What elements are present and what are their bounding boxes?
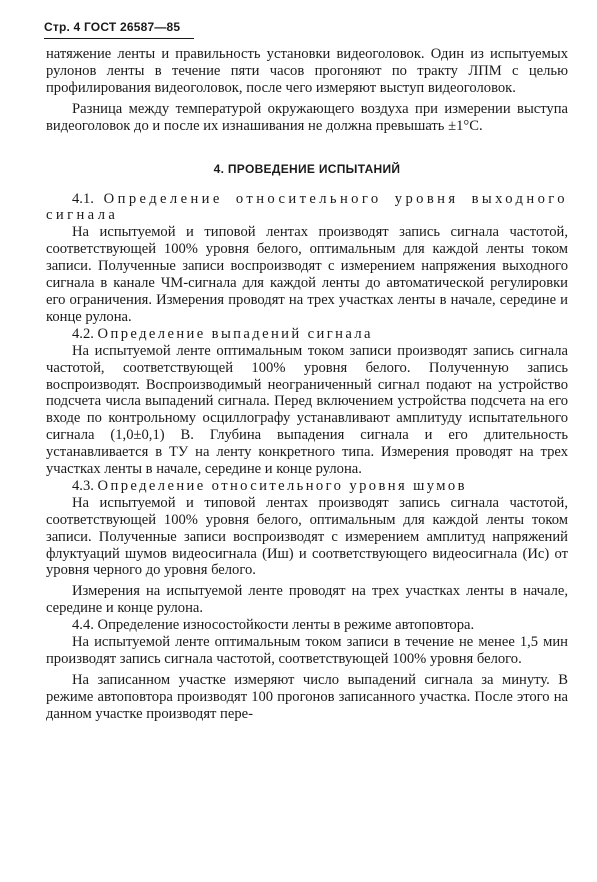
subsection-4-2-number: 4.2. [72,325,94,342]
document-body [46,46,568,723]
subsection-4-1-text: На испытуемой и типовой лентах производят запись сигнала частотой, соответствующей 100% уровня белого, оптимальным для каждой ленты током записи. Полученные записи воспроизводят с измерением напряжения выходного сигнала в канале ЧМ-сигнала для каждой ленты до автоматической регулировки его ограничения. Измерения проводят на трех участках ленты в начале, середине и конце рулона. [46,224,568,325]
subsection-4-3-text: На испытуемой и типовой лентах производят запись сигнала частотой, соответствующей 100% уровня белого, оптимальным для каждой ленты током записи. Полученные записи воспроизводят с измерением амплитуд напряжений флуктуаций шумов видеосигнала (Иш) и соответствующего видеосигнала (Ис) от уровня черного до уровня белого. [46,494,568,579]
section-title: 4. ПРОВЕДЕНИЕ ИСПЫТАНИЙ [213,161,401,176]
subsection-4-1-number: 4.1. [72,190,94,207]
subsection-4-1-title: Определение относительного уровня выходного сигнала [46,190,568,224]
subsection-4-4-heading: 4.4. Определение износостойкости ленты в режиме автоповтора. [72,617,475,634]
intro-paragraph-2: Разница между температурой окружающего воздуха при измерении выступа видеоголовок до и после их изнашивания не должна превышать ±1°С. [46,100,568,134]
subsection-4-3-heading [46,478,568,495]
intro-paragraph-1: натяжение ленты и правильность установки видеоголовок. Один из испытуемых рулонов ленты в течение пяти часов прогоняют по тракту ЛПМ с целью профилирования видеоголовок, после чего измеряют выступ видеоголовок. [46,46,568,96]
subsection-4-2-title: Определение выпадений сигнала [97,325,373,342]
header-rule [44,38,194,39]
subsection-4-1-heading [46,191,568,225]
subsection-4-4-text: На испытуемой ленте оптимальным током записи в течение не менее 1,5 мин производят запись сигнала частотой, соответствующей 100% уровня белого. [46,634,568,667]
subsection-4-3-text-2: Измерения на испытуемой ленте проводят на трех участках ленты в начале, середине и конце рулона. [46,583,568,617]
page-header: Стр. 4 ГОСТ 26587—85 [44,20,181,34]
subsection-4-3-number: 4.3. [72,477,94,494]
subsection-4-3-title: Определение относительного уровня шумов [97,477,467,494]
subsection-4-4-text-2: На записанном участке измеряют число выпадений сигнала за минуту. В режиме автоповтора производят 100 прогонов записанного участка. После этого на данном участке производят пере- [46,671,568,722]
subsection-4-2-text: На испытуемой ленте оптимальным током записи производят запись сигнала частотой, соответствующей 100% уровня белого. Полученную запись воспроизводят. Воспроизводимый неограниченный сигнал подают на устройство подсчета числа выпадений сигнала. Перед включением устройства подсчета на его входе по контрольному осциллографу устанавливают амплитуду испытательного сигнала (1,0±0,1) В. Глубина выпадения сигнала и его длительность устанавливается в ТУ на ленту конкретного типа. Измерения проводят на трех участках ленты в начале, середине и конце рулона. [46,342,568,478]
subsection-4-2-heading [46,326,568,343]
